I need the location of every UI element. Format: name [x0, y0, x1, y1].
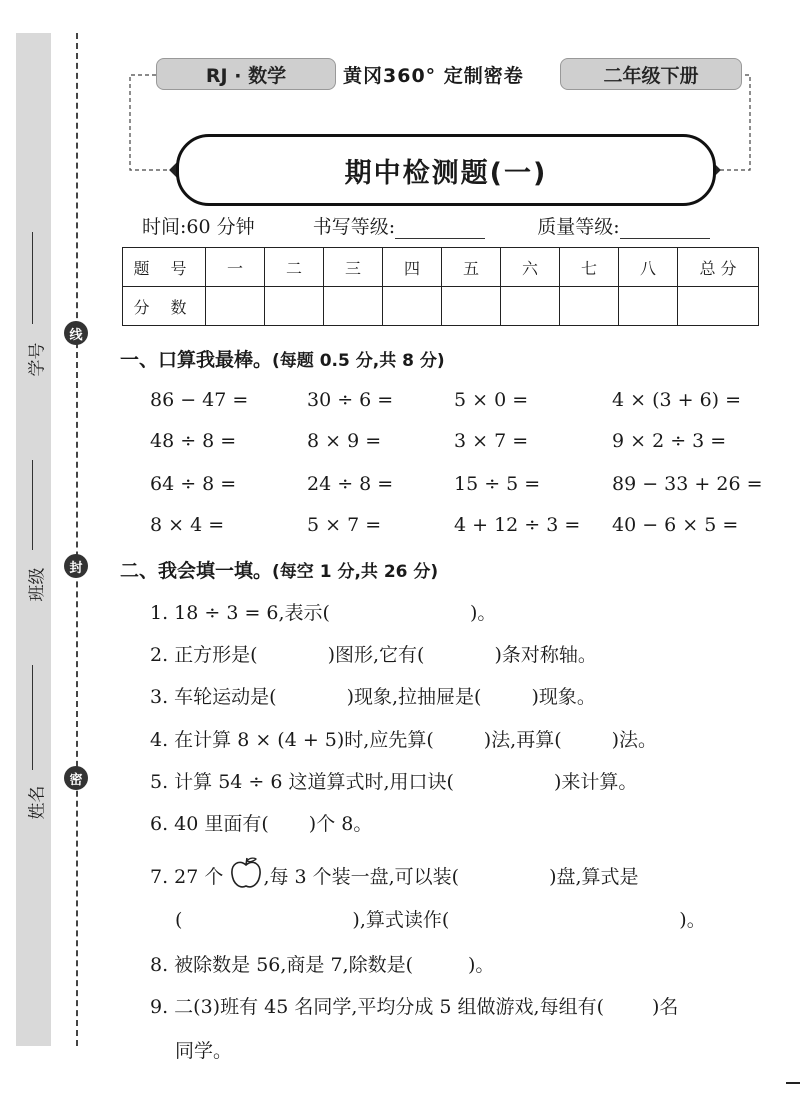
- col-8: 八: [619, 248, 678, 287]
- section2-heading: [120, 556, 438, 583]
- question-6: [150, 809, 372, 836]
- cut-line: [76, 33, 78, 1046]
- q4-text-mid: )法,再算(: [483, 729, 562, 751]
- q4-text: 4. 在计算 8 × (4 + 5)时,应先算(: [150, 729, 434, 751]
- exam-title: 期中检测题(一): [344, 157, 548, 189]
- section2-note: (每空 1 分,共 26 分): [272, 562, 439, 582]
- score-cell[interactable]: [619, 287, 678, 326]
- q2-text-end: )条对称轴。: [494, 644, 597, 666]
- calc-item: 86 − 47 =: [150, 389, 249, 411]
- writing-grade-blank[interactable]: [395, 218, 485, 239]
- question-2: [150, 640, 597, 667]
- q3-text-end: )现象。: [531, 686, 596, 708]
- col-3: 三: [324, 248, 383, 287]
- q7-paren-open: (: [175, 909, 183, 931]
- col-6: 六: [501, 248, 560, 287]
- row-head-score: 分 数: [123, 287, 206, 326]
- class-underline: [32, 460, 33, 550]
- row-head-number: 题 号: [123, 248, 206, 287]
- q3-text-mid: )现象,拉抽屉是(: [346, 686, 482, 708]
- grade-pill: 二年级下册: [560, 58, 742, 90]
- calc-item: 64 ÷ 8 =: [150, 473, 237, 495]
- question-5: [150, 767, 637, 794]
- seal-secret: 密: [64, 766, 88, 790]
- q7-text-final: )。: [679, 909, 706, 931]
- calc-item: 15 ÷ 5 =: [454, 473, 541, 495]
- q2-text: 2. 正方形是(: [150, 644, 258, 666]
- q1-text: 1. 18 ÷ 3 = 6,表示(: [150, 602, 330, 624]
- score-table: [122, 247, 759, 326]
- section1-heading: [120, 345, 445, 372]
- q7-text-mid: ,每 3 个装一盘,可以装(: [263, 866, 460, 888]
- score-cell[interactable]: [383, 287, 442, 326]
- section2-title: 二、我会填一填。: [120, 560, 273, 582]
- time-label: 时间:60 分钟: [142, 216, 255, 238]
- q5-text: 5. 计算 54 ÷ 6 这道算式时,用口诀(: [150, 771, 454, 793]
- name-underline: [32, 665, 33, 770]
- col-1: 一: [206, 248, 265, 287]
- q4-text-end: )法。: [611, 729, 658, 751]
- apple-icon: [229, 855, 263, 891]
- student-id-label: 学号: [27, 342, 48, 377]
- seal-seal: 封: [64, 554, 88, 578]
- score-cell[interactable]: [265, 287, 324, 326]
- info-row: [142, 212, 762, 240]
- score-cell[interactable]: [324, 287, 383, 326]
- brand-label: 黄冈360° 定制密卷: [343, 65, 524, 87]
- score-cell[interactable]: [442, 287, 501, 326]
- col-7: 七: [560, 248, 619, 287]
- title-box: [176, 134, 716, 206]
- calc-item: 5 × 7 =: [307, 514, 382, 536]
- q9-text: 9. 二(3)班有 45 名同学,平均分成 5 组做游戏,每组有(: [150, 996, 604, 1018]
- col-2: 二: [265, 248, 324, 287]
- col-4: 四: [383, 248, 442, 287]
- writing-grade-label: 书写等级:: [312, 216, 396, 238]
- calc-item: 89 − 33 + 26 =: [612, 473, 763, 495]
- binding-strip: [16, 33, 51, 1046]
- calc-item: 8 × 9 =: [307, 430, 382, 452]
- score-cell[interactable]: [678, 287, 759, 326]
- table-row: [123, 287, 759, 326]
- q8-text: 8. 被除数是 56,商是 7,除数是(: [150, 954, 414, 976]
- q7-text-read: ),算式读作(: [352, 909, 450, 931]
- q9-text-end: )名: [652, 996, 679, 1018]
- calc-item: 4 × (3 + 6) =: [612, 389, 742, 411]
- score-cell[interactable]: [206, 287, 265, 326]
- question-9: [150, 992, 678, 1019]
- q6-text-end: )个 8。: [308, 813, 373, 835]
- student-id-underline: [32, 232, 33, 324]
- section1-title: 一、口算我最棒。: [120, 349, 273, 371]
- q8-text-end: )。: [468, 954, 495, 976]
- class-label: 班级: [27, 567, 48, 602]
- calc-item: 8 × 4 =: [150, 514, 225, 536]
- calc-item: 24 ÷ 8 =: [307, 473, 394, 495]
- section1-note: (每题 0.5 分,共 8 分): [272, 351, 445, 371]
- question-1: [150, 598, 496, 625]
- q7-text: 7. 27 个: [150, 866, 224, 888]
- quality-grade-label: 质量等级:: [537, 216, 620, 238]
- col-total: 总 分: [678, 248, 759, 287]
- calc-item: 5 × 0 =: [454, 389, 529, 411]
- calc-item: 4 + 12 ÷ 3 =: [454, 514, 581, 536]
- question-8: [150, 950, 494, 977]
- question-4: [150, 725, 657, 752]
- quality-grade-blank[interactable]: [620, 218, 710, 239]
- q2-text-mid: )图形,它有(: [327, 644, 425, 666]
- q7-text-end: )盘,算式是: [549, 866, 639, 888]
- name-label: 姓名: [27, 785, 48, 820]
- question-7-line2: [175, 905, 706, 932]
- score-cell[interactable]: [501, 287, 560, 326]
- calc-item: 40 − 6 × 5 =: [612, 514, 739, 536]
- q5-text-end: )来计算。: [553, 771, 638, 793]
- question-9-line2: 同学。: [175, 1040, 233, 1062]
- q6-text: 6. 40 里面有(: [150, 813, 269, 835]
- col-5: 五: [442, 248, 501, 287]
- q3-text: 3. 车轮运动是(: [150, 686, 277, 708]
- calc-item: 9 × 2 ÷ 3 =: [612, 430, 727, 452]
- subject-pill: RJ · 数学: [156, 58, 336, 90]
- seal-line: 线: [64, 321, 88, 345]
- question-7: [150, 855, 639, 891]
- page-edge-mark: [786, 1082, 800, 1084]
- calc-item: 3 × 7 =: [454, 430, 529, 452]
- calc-item: 48 ÷ 8 =: [150, 430, 237, 452]
- question-3: [150, 682, 596, 709]
- q1-text-end: )。: [469, 602, 497, 624]
- calc-item: 30 ÷ 6 =: [307, 389, 394, 411]
- table-row: [123, 248, 759, 287]
- score-cell[interactable]: [560, 287, 619, 326]
